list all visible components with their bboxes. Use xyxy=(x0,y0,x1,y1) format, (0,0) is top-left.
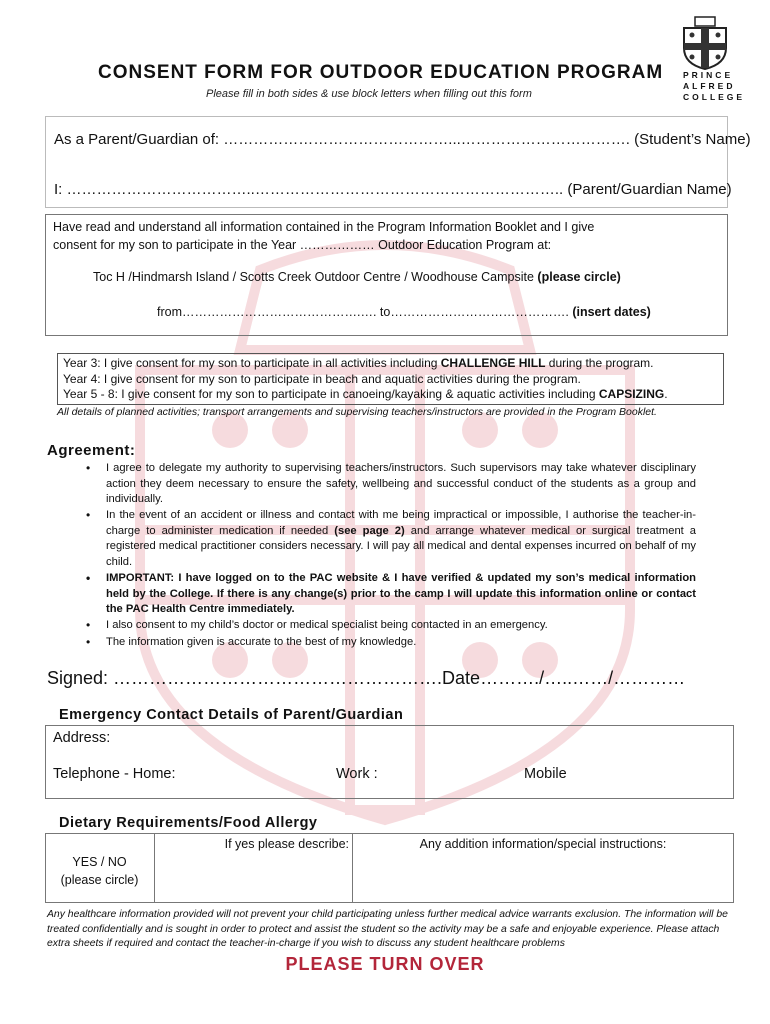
agreement-list xyxy=(86,461,696,651)
telephone-home-field[interactable]: Telephone - Home: xyxy=(53,766,176,782)
work-phone-field[interactable]: Work : xyxy=(336,766,378,782)
dates-row xyxy=(157,303,651,321)
insert-dates-note: (insert dates) xyxy=(572,305,651,319)
locations-row xyxy=(93,268,621,286)
address-field[interactable]: Address: xyxy=(53,730,111,746)
dates-input[interactable]: from…………………………………….…. to……………………………………. xyxy=(157,305,569,319)
additional-info-field[interactable]: Any addition information/special instructions: xyxy=(419,837,667,851)
locations-options[interactable]: Toc H /Hindmarsh Island / Scotts Creek Outdoor Centre / Woodhouse Campsite xyxy=(93,270,534,284)
emergency-box xyxy=(45,725,734,799)
consent-line-2[interactable]: consent for my son to participate in the Year ……………… Outdoor Education Program at: xyxy=(53,238,552,252)
activities-note: All details of planned activities; transport arrangements and supervising teachers/instructors are provided in the Program Booklet. xyxy=(57,406,657,418)
dietary-describe-field[interactable]: If yes please describe: xyxy=(224,837,349,851)
college-crest-logo xyxy=(680,16,730,70)
college-line-1: PRINCE xyxy=(683,70,734,80)
agreement-item: • I also consent to my child’s doctor or medical specialist being contacted in an emergency. xyxy=(86,618,696,634)
form-subtitle: Please fill in both sides & use block letters when filling out this form xyxy=(206,88,532,100)
form-title: CONSENT FORM FOR OUTDOOR EDUCATION PROGRAM xyxy=(98,62,664,83)
guardian-name-row xyxy=(54,181,732,198)
parent-of-label: As a Parent/Guardian of: xyxy=(54,131,220,148)
year-5-8-consent: Year 5 - 8: I give consent for my son to participate in canoeing/kayaking & aquatic activities including CAPSIZING. xyxy=(63,387,668,401)
student-name-row xyxy=(54,131,751,148)
yes-no-option[interactable]: YES / NO xyxy=(72,855,127,869)
year-4-consent: Year 4: I give consent for my son to participate in beach and aquatic activities during the program. xyxy=(63,371,581,386)
consent-line-1: Have read and understand all information contained in the Program Information Booklet and I give xyxy=(53,220,595,234)
yes-no-circle-note: (please circle) xyxy=(60,873,139,887)
emergency-heading: Emergency Contact Details of Parent/Guardian xyxy=(59,707,404,723)
agreement-item-important: • IMPORTANT: I have logged on to the PAC website & I have verified & updated my son’s medical information held by the College. If there is any change(s) prior to the camp I will update this information online or contact the PAC Health Centre immediately. xyxy=(86,571,696,618)
agreement-heading: Agreement: xyxy=(47,442,136,459)
student-name-input[interactable]: ………………………………………...……………………………. xyxy=(223,131,630,148)
agreement-item: • The information given is accurate to the best of my knowledge. xyxy=(86,635,696,651)
healthcare-note: Any healthcare information provided will not prevent your child participating unless further medical advice warrants exclusion. The information will be treated confidentially and is sought in order to protect and assist the student so the activity may be a safe and enjoyable experience. Please attach extra sheets if required and contact the teacher-in-charge if you wish to discuss any student healthcare problems xyxy=(47,909,728,949)
college-line-3: COLLEGE xyxy=(683,92,746,102)
turn-over-banner: PLEASE TURN OVER xyxy=(285,954,485,974)
student-name-label: (Student’s Name) xyxy=(634,131,751,148)
college-name xyxy=(683,70,745,103)
consent-text xyxy=(53,218,723,254)
please-circle-note: (please circle) xyxy=(537,270,621,284)
year-3-consent: Year 3: I give consent for my son to participate in all activities including CHALLENGE HILL during the program. xyxy=(63,356,654,370)
college-line-2: ALFRED xyxy=(683,81,736,91)
year-consent-list xyxy=(63,356,723,403)
i-label: I: xyxy=(54,181,63,198)
yes-no-cell xyxy=(45,853,154,889)
dietary-heading: Dietary Requirements/Food Allergy xyxy=(59,815,318,831)
mobile-field[interactable]: Mobile xyxy=(524,766,567,782)
guardian-name-label: (Parent/Guardian Name) xyxy=(567,181,732,198)
agreement-item: • In the event of an accident or illness and contact with me being impractical or impossible, I authorise the teacher-in- charge to administer medication if needed (see page 2) and arrange whatever medical or surgical treatment a registered medical practitioner considers necessary. I will pay all medical and dental expenses incurred on behalf of my child. xyxy=(86,508,696,570)
guardian-name-input[interactable]: ………………………………..…………………………………………………….. xyxy=(66,181,564,198)
signature-date-line[interactable]: Signed: ……………………………………………….Date………./…..……/………… xyxy=(47,668,686,688)
agreement-item: • I agree to delegate my authority to supervising teachers/instructors. Such supervisors may take whatever disciplinary action they deem necessary to ensure the safety, wellbeing and successful conduct of the students as a group and individually. xyxy=(86,461,696,508)
